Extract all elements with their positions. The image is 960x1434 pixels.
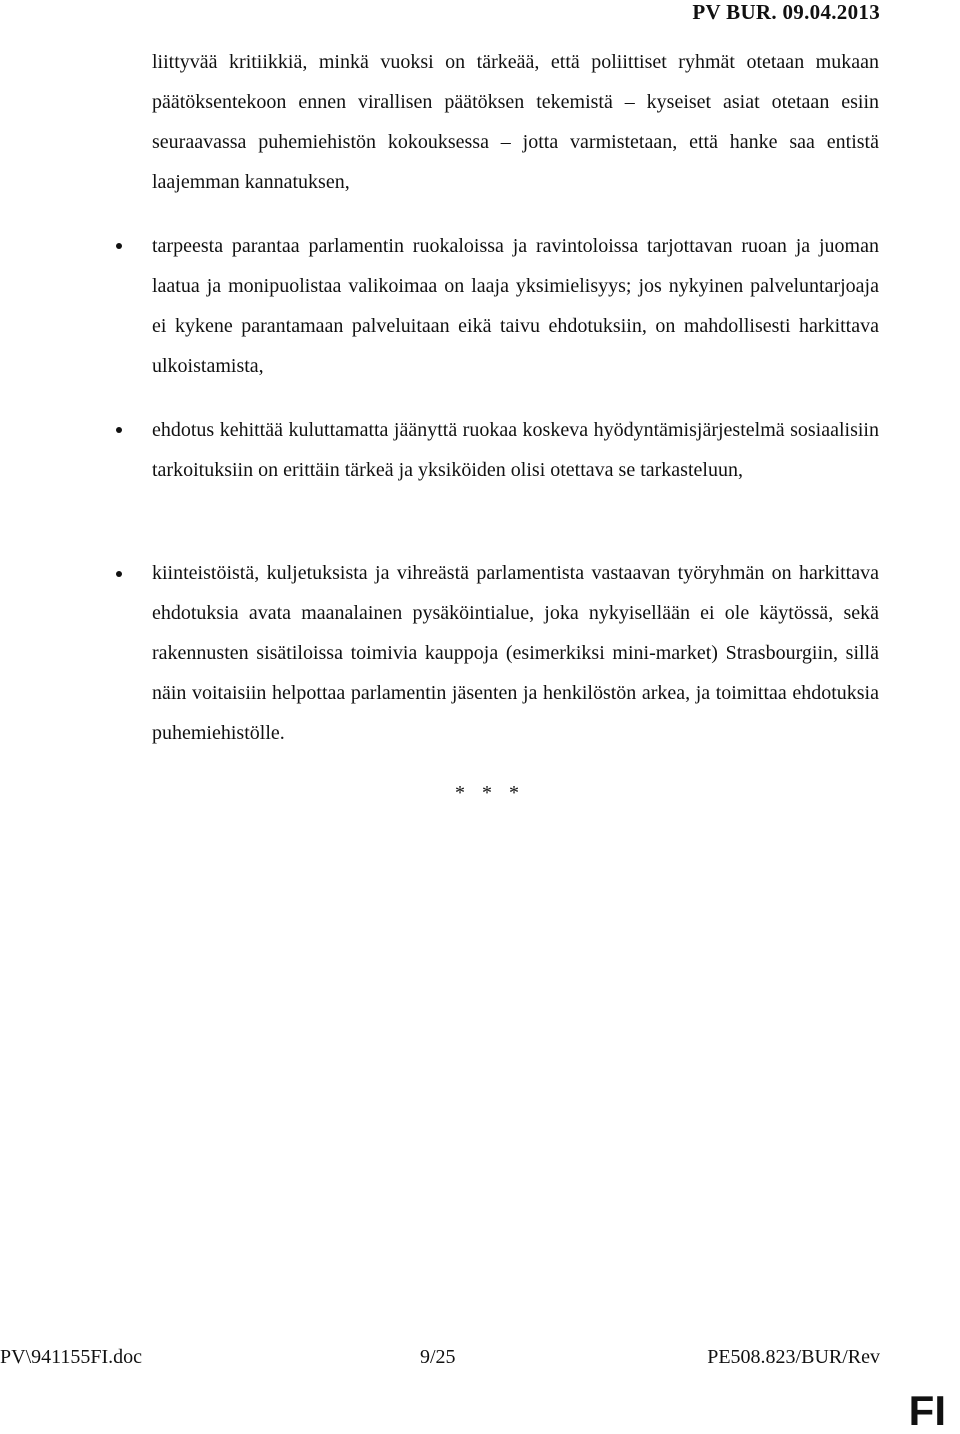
bullet-icon — [116, 427, 122, 433]
footer-filename: PV\941155FI.doc — [0, 1346, 143, 1368]
language-mark: FI — [908, 1387, 946, 1434]
footer-page-number: 9/25 — [420, 1346, 456, 1368]
page-footer — [0, 1342, 960, 1372]
header-document-reference: PV BUR. 09.04.2013 — [692, 0, 880, 24]
continuation-paragraph: liittyvää kritiikkiä, minkä vuoksi on tärkeää, että poliittiset ryhmät otetaan mukaan päätöksentekoon ennen virallisen päätöksen tekemistä – kyseiset asiat otetaan esiin seuraavassa puhemiehistön kokouksessa – jotta varmistetaan, että hanke saa entistä laajemman kannatuksen, — [152, 51, 879, 193]
bullet-icon — [116, 571, 122, 577]
bullet-icon — [116, 243, 122, 249]
list-item: tarpeesta parantaa parlamentin ruokaloissa ja ravintoloissa tarjottavan ruoan ja juoman laatua ja monipuolistaa valikoimaa on laaja yksimielisyys; jos nykyinen palveluntarjoaja ei kykene parantamaan palveluitaan eikä taivu ehdotuksiin, on mahdollisesti harkittava ulkoistamista, — [152, 235, 879, 377]
section-separator: * * * — [455, 782, 525, 804]
list-item: ehdotus kehittää kuluttamatta jäänyttä ruokaa koskeva hyödyntämisjärjestelmä sosiaalisiin tarkoituksiin on erittäin tärkeä ja yksiköiden olisi otettava se tarkasteluun, — [152, 419, 879, 481]
list-item: kiinteistöistä, kuljetuksista ja vihreästä parlamentista vastaavan työryhmän on harkittava ehdotuksia avata maanalainen pysäköintialue, joka nykyisellään ei ole käytössä, sekä rakennusten sisätiloissa toimivia kauppoja (esimerkiksi mini-market) Strasbourgiin, sillä näin voitaisiin helpottaa parlamentin jäsenten ja henkilöstön arkea, ja toimittaa ehdotuksia puhemiehistölle. — [152, 562, 879, 744]
footer-document-reference: PE508.823/BUR/Rev — [707, 1346, 880, 1368]
